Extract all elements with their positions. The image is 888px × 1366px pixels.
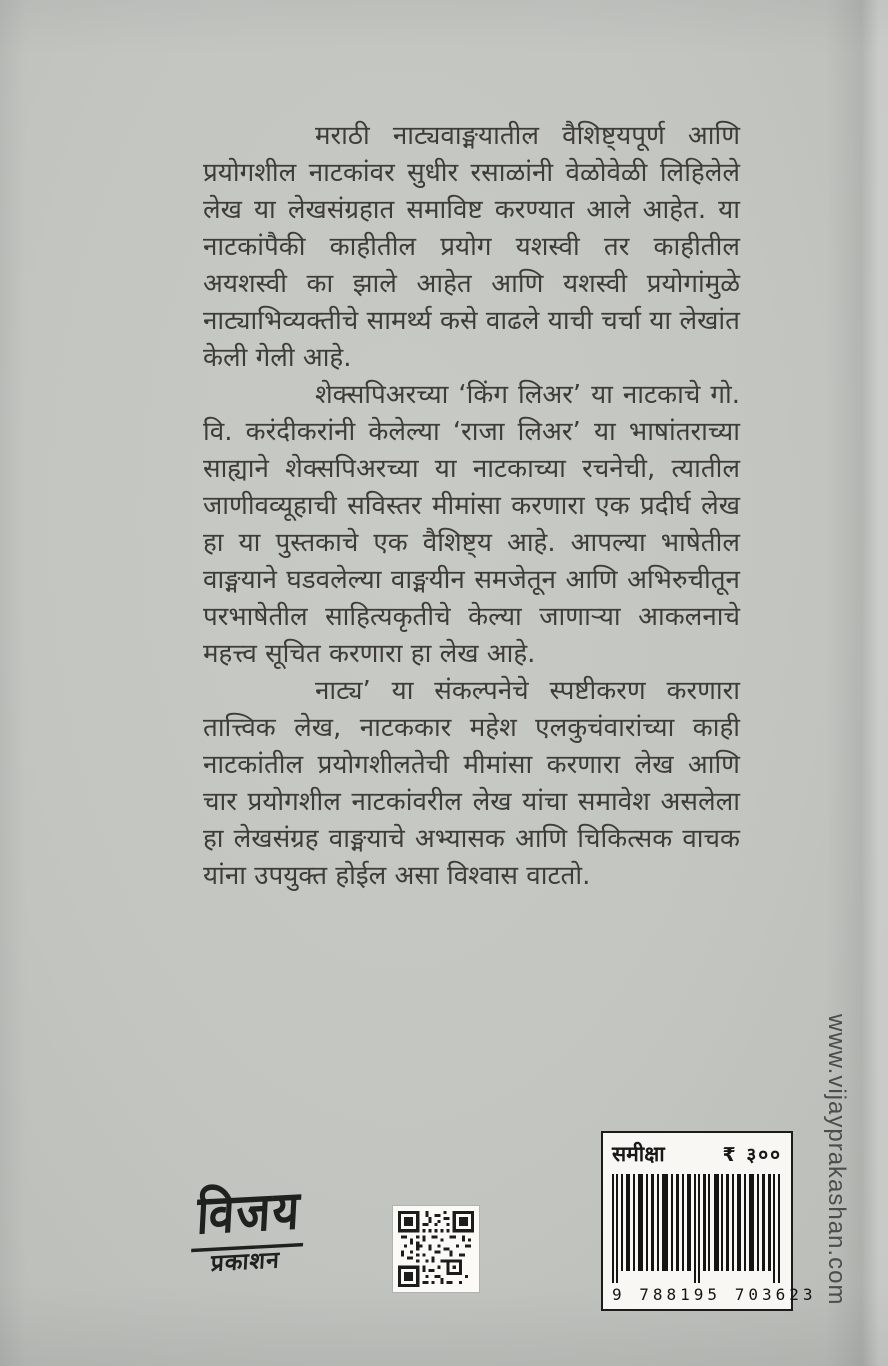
publisher-website-url: www.vijayprakashan.com [823,1014,850,1306]
category-label: समीक्षा [612,1142,665,1166]
publisher-logo [190,1178,304,1277]
publisher-logo-line1: विजय [191,1181,307,1253]
price-row [612,1140,782,1168]
isbn-number: 9 788195 703623 [612,1285,817,1304]
price-label: ₹ ३०० [722,1144,782,1166]
ean-barcode-icon [612,1174,782,1284]
blurb-text-block [203,118,740,895]
blurb-paragraph-1: मराठी नाट्यवाङ्मयातील वैशिष्ट्यपूर्ण आणि प्रयोगशील नाटकांवर सुधीर रसाळांनी वेळोवेळी लिहिलेले लेख या लेखसंग्रहात समाविष्ट करण्यात आले आहेत. या नाटकांपैकी काहीतील प्रयोग यशस्वी तर काहीतील अयशस्वी का झाले आहेत आणि यशस्वी प्रयोगांमुळे नाट्याभिव्यक्तीचे सामर्थ्य कसे वाढले याची चर्चा या लेखांत केली गेली आहे. [203,121,740,373]
publisher-logo-line2: प्रकाशन [210,1247,281,1277]
qr-code-icon [393,1206,479,1292]
blurb-paragraph-2: शेक्सपिअरच्या ‘किंग लिअर’ या नाटकाचे गो. वि. करंदीकरांनी केलेल्या ‘राजा लिअर’ या भाषांतराच्या साह्याने शेक्सपिअरच्या या नाटकाच्या रचनेची, त्यातील जाणीवव्यूहाची सविस्तर मीमांसा करणारा एक प्रदीर्घ लेख हा या पुस्तकाचे एक वैशिष्ट्य आहे. आपल्या भाषेतील वाङ्मयाने घडवलेल्या वाङ्मयीन समजेतून आणि अभिरुचीतून परभाषेतील साहित्यकृतीचे केल्या जाणाऱ्या आकलनाचे महत्त्व सूचित करणारा हा लेख आहे. [203,380,740,669]
blurb-paragraph-3: नाट्य’ या संकल्पनेचे स्पष्टीकरण करणारा तात्त्विक लेख, नाटककार महेश एलकुचंवारांच्या काही नाटकांतील प्रयोगशीलतेची मीमांसा करणारा लेख आणि चार प्रयोगशील नाटकांवरील लेख यांचा समावेश असलेला हा लेखसंग्रह वाङ्मयाचे अभ्यासक आणि चिकित्सक वाचक यांना उपयुक्त होईल असा विश्वास वाटतो. [203,676,740,891]
price-isbn-box [601,1131,817,1311]
